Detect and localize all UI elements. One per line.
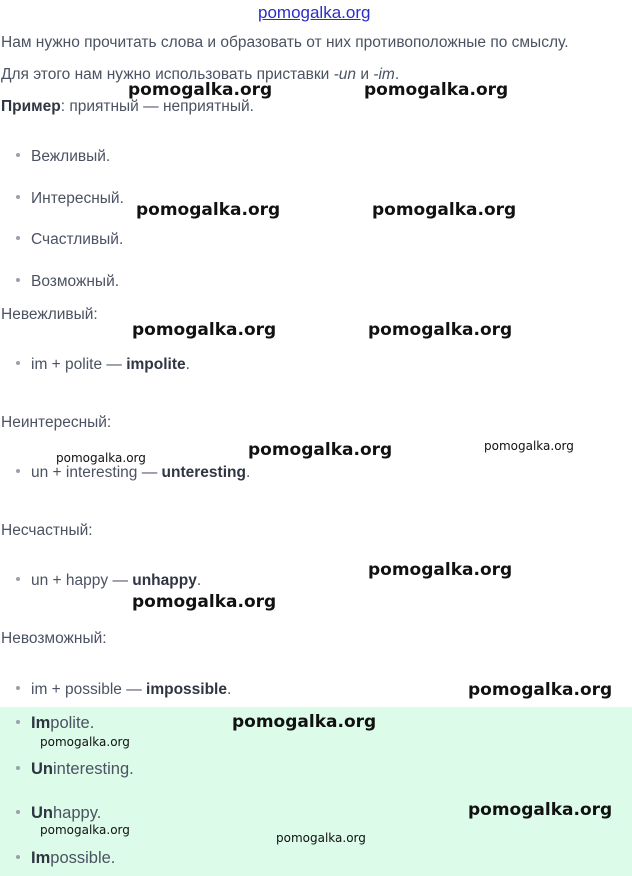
word-text: Возможный. [31,273,120,290]
section-title: Невежливый: [1,306,98,323]
site-link[interactable]: pomogalka.org [258,3,371,22]
watermark: pomogalka.org [364,80,509,100]
section-title: Неинтересный: [1,414,112,431]
answer-item [16,760,134,779]
answer-rest: happy. [53,804,102,822]
bullet-icon [16,153,20,157]
answer-rest: interesting. [53,760,134,778]
watermark: pomogalka.org [276,831,366,845]
answer-prefix: Im [31,714,51,732]
watermark: pomogalka.org [232,712,377,732]
formula-end: . [226,681,232,698]
answer-item [16,804,101,823]
list-item [16,190,124,208]
watermark: pomogalka.org [368,560,513,580]
list-item [16,273,119,291]
example-label: Пример [1,98,61,115]
list-item [16,148,110,166]
watermark: pomogalka.org [372,200,517,220]
formula-item [16,464,250,482]
answer-item [16,714,94,733]
example-text: : приятный — неприятный. [60,98,254,115]
formula-end: . [196,572,202,589]
bullet-icon [16,469,20,473]
bullet-icon [16,577,20,581]
bullet-icon [16,278,20,282]
bullet-icon [16,855,20,859]
formula-result: unteresting [161,464,246,481]
formula-item [16,356,190,374]
watermark: pomogalka.org [468,680,613,700]
intro-period: . [394,66,400,83]
formula-text: un + happy — [31,572,133,589]
watermark: pomogalka.org [132,592,277,612]
bullet-icon [16,686,20,690]
formula-end: . [185,356,190,373]
watermark: pomogalka.org [40,735,130,749]
answer-item [16,849,115,868]
formula-result: impossible [146,681,227,698]
watermark: pomogalka.org [484,439,574,453]
intro-text: Для этого нам нужно использовать приставки [1,66,334,83]
watermark: pomogalka.org [136,200,281,220]
bullet-icon [16,810,20,814]
formula-item [16,681,231,699]
answer-prefix: Un [31,804,53,822]
formula-text: un + interesting — [31,464,162,481]
watermark: pomogalka.org [468,800,613,820]
formula-text: im + possible — [31,681,147,698]
bullet-icon [16,236,20,240]
example-line [1,98,254,116]
watermark: pomogalka.org [40,823,130,837]
prefix-un: -un [333,66,357,83]
watermark: pomogalka.org [248,440,393,460]
formula-end: . [245,464,251,481]
answer-rest: polite. [50,714,95,732]
watermark: pomogalka.org [128,80,273,100]
prefix-im: -im [373,66,395,83]
intro-conjunction: и [356,66,374,83]
answer-prefix: Im [31,849,51,867]
formula-result: impolite [126,356,186,373]
bullet-icon [16,766,20,770]
watermark: pomogalka.org [56,451,146,465]
bullet-icon [16,720,20,724]
section-title: Несчастный: [1,522,93,539]
section-title: Невозможный: [1,630,107,647]
answer-prefix: Un [31,760,53,778]
word-text: Счастливый. [31,231,124,248]
formula-item [16,572,201,590]
watermark: pomogalka.org [132,320,277,340]
formula-text: im + polite — [31,356,127,373]
answer-rest: possible. [50,849,116,867]
bullet-icon [16,361,20,365]
word-text: Интересный. [31,190,124,207]
watermark: pomogalka.org [368,320,513,340]
word-text: Вежливый. [31,148,111,165]
list-item [16,231,123,249]
bullet-icon [16,195,20,199]
intro-line-1: Нам нужно прочитать слова и образовать от них противоположные по смыслу. [1,34,569,51]
formula-result: unhappy [132,572,197,589]
